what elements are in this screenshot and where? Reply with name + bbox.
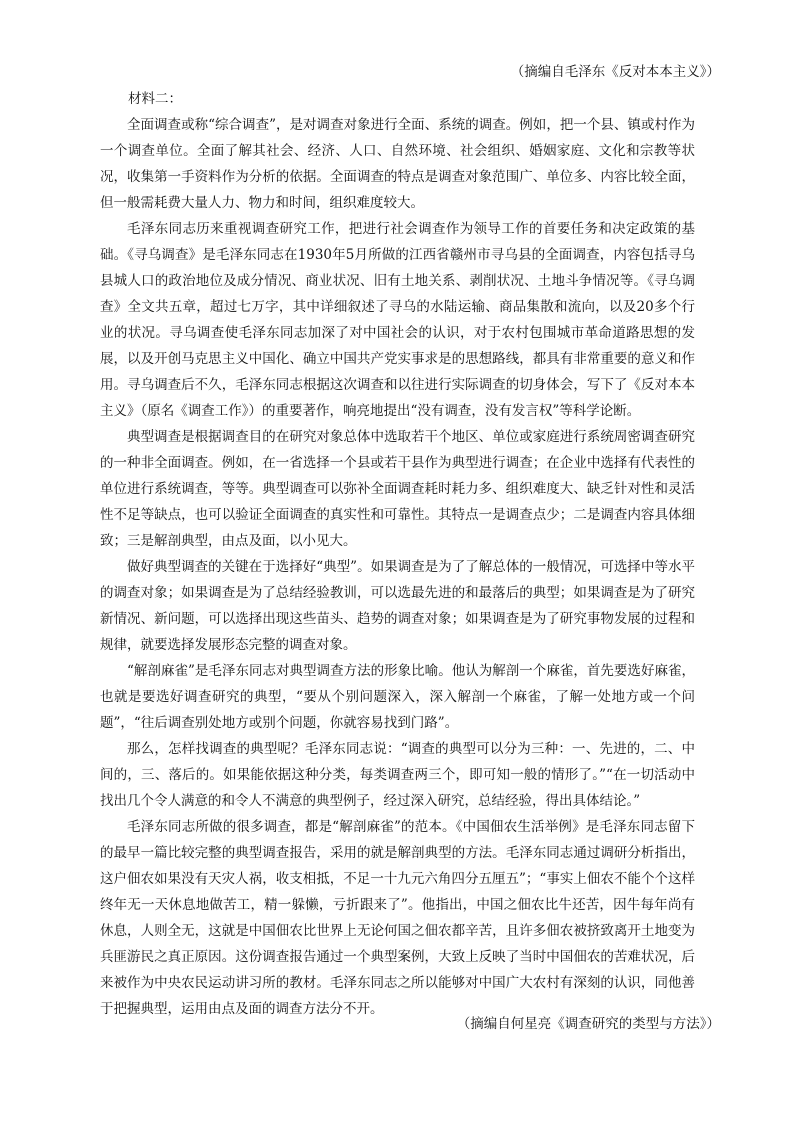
- section-heading: 材料二：: [128, 91, 182, 107]
- source-citation-bottom: （摘编自何星亮《调查研究的类型与方法》）: [456, 1016, 720, 1032]
- article-body: [100, 86, 695, 1022]
- source-citation-top: （摘编自毛泽东《反对本本主义》）: [510, 64, 720, 80]
- paragraph-dissecting-sparrow: “解剖麻雀”是毛泽东同志对典型调查方法的形象比喻。他认为解剖一个麻雀，首先要选好麻雀，也就是要选好调查研究的典型，“要从个别问题深入，深入解剖一个麻雀，了解一处地方或一个问题”，“往后调查别处地方或别个问题，你就容易找到门路”。: [100, 663, 695, 731]
- paragraph-choosing-typical: 做好典型调查的关键在于选择好“典型”。如果调查是为了了解总体的一般情况，可选择中等水平的调查对象；如果调查是为了总结经验教训，可以选最先进的和最落后的典型；如果调查是为了研究新情况、新问题，可以选择出现这些苗头、趋势的调查对象；如果调查是为了研究事物发展的过程和规律，就要选择发展形态完整的调查对象。: [100, 559, 695, 653]
- paragraph-xunwu-survey: 毛泽东同志历来重视调查研究工作，把进行社会调查作为领导工作的首要任务和决定政策的基础。《寻乌调查》是毛泽东同志在1930年5月所做的江西省赣州市寻乌县的全面调查，内容包括寻乌县城人口的政治地位及成分情况、商业状况、旧有土地关系、剥削状况、土地斗争情况等。《寻乌调查》全文共五章，超过七万字，其中详细叙述了寻乌的水陆运输、商品集散和流向，以及20多个行业的状况。寻乌调查使毛泽东同志加深了对中国社会的认识，对于农村包围城市革命道路思想的发展，以及开创马克思主义中国化、确立中国共产党实事求是的思想路线，都具有非常重要的意义和作用。寻乌调查后不久，毛泽东同志根据这次调查和以往进行实际调查的切身体会，写下了《反对本本主义》（原名《调查工作》）的重要著作，响亮地提出“没有调查，没有发言权”等科学论断。: [100, 221, 695, 419]
- paragraph-comprehensive-survey: 全面调查或称“综合调查”，是对调查对象进行全面、系统的调查。例如，把一个县、镇或村作为一个调查单位。全面了解其社会、经济、人口、自然环境、社会组织、婚姻家庭、文化和宗教等状况，收集第一手资料作为分析的依据。全面调查的特点是调查对象范围广、单位多、内容比较全面，但一般需耗费大量人力、物力和时间，组织难度较大。: [100, 117, 695, 211]
- paragraph-tenant-farmer-report: 毛泽东同志所做的很多调查，都是“解剖麻雀”的范本。《中国佃农生活举例》是毛泽东同志留下的最早一篇比较完整的典型调查报告，采用的就是解剖典型的方法。毛泽东同志通过调研分析指出，这户佃农如果没有天灾人祸，收支相抵，不足一十九元六角四分五厘五”；“事实上佃农不能个个这样终年无一天休息地做苦工，精一躲懒，亏折跟来了”。他指出，中国之佃农比牛还苦，因牛每年尚有休息，人则全无，这就是中国佃农比世界上无论何国之佃农都辛苦，且许多佃农被挤致离开土地变为兵匪游民之真正原因。这份调查报告通过一个典型案例，大致上反映了当时中国佃农的苦难状况，后来被作为中央农民运动讲习所的教材。毛泽东同志之所以能够对中国广大农村有深刻的认识，同他善于把握典型，运用由点及面的调查方法分不开。: [100, 819, 695, 1017]
- paragraph-finding-typical: 那么，怎样找调查的典型呢？毛泽东同志说：“调查的典型可以分为三种：一、先进的，二、中间的，三、落后的。如果能依据这种分类，每类调查两三个，即可知一般的情形了。”“在一切活动中找出几个令人满意的和令人不满意的典型例子，经过深入研究，总结经验，得出具体结论。”: [100, 741, 695, 809]
- paragraph-typical-survey: 典型调查是根据调查目的在研究对象总体中选取若干个地区、单位或家庭进行系统周密调查研究的一种非全面调查。例如，在一省选择一个县或若干县作为典型进行调查；在企业中选择有代表性的单位进行系统调查，等等。典型调查可以弥补全面调查耗时耗力多、组织难度大、缺乏针对性和灵活性不足等缺点，也可以验证全面调查的真实性和可靠性。其特点一是调查点少；二是调查内容具体细致；三是解剖典型，由点及面，以小见大。: [100, 429, 695, 549]
